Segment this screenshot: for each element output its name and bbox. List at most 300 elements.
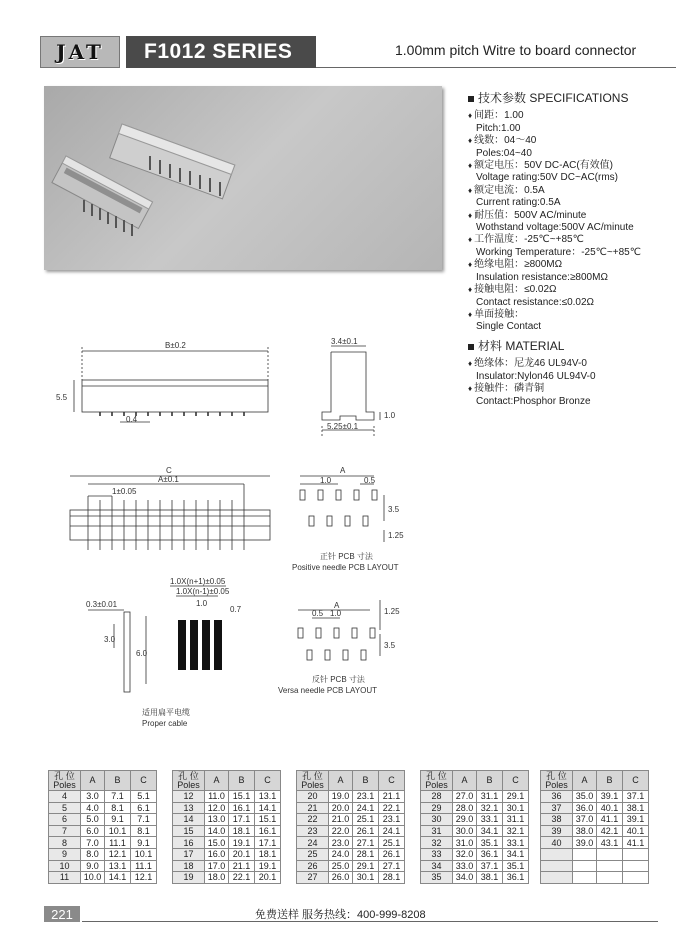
value-cell: 5.0 bbox=[81, 814, 105, 826]
cable-dim-7: 6.0 bbox=[136, 649, 148, 658]
value-cell bbox=[573, 872, 597, 884]
value-cell: 15.1 bbox=[229, 791, 255, 803]
value-cell: 30.1 bbox=[503, 802, 529, 814]
spec-item: ♦ 间距：1.00 bbox=[468, 110, 524, 122]
table-row bbox=[297, 802, 405, 814]
cable-dim-3: 1.0 bbox=[196, 599, 208, 608]
diamond-bullet-icon: ♦ bbox=[468, 235, 473, 245]
value-cell: 19.0 bbox=[329, 791, 353, 803]
series-title: F1012 SERIES bbox=[144, 40, 293, 63]
value-cell: 10.1 bbox=[105, 825, 131, 837]
pcb-rev-1-label: 1.0 bbox=[330, 609, 342, 618]
dim-pitch-label: 1±0.05 bbox=[112, 487, 137, 496]
value-cell: 23.1 bbox=[353, 791, 379, 803]
poles-cell: 13 bbox=[173, 802, 205, 814]
value-cell bbox=[597, 872, 623, 884]
value-cell: 26.1 bbox=[353, 825, 379, 837]
material-item-en: Insulator:Nylon46 UL94V-0 bbox=[476, 370, 596, 382]
value-cell: 36.1 bbox=[503, 872, 529, 884]
value-cell: 13.1 bbox=[255, 791, 281, 803]
poles-cell: 6 bbox=[49, 814, 81, 826]
value-cell: 21.0 bbox=[329, 814, 353, 826]
value-cell: 6.1 bbox=[131, 802, 157, 814]
cable-dim-4: 0.7 bbox=[230, 605, 242, 614]
diamond-bullet-icon: ♦ bbox=[468, 359, 473, 369]
poles-header-en: Poles bbox=[177, 779, 200, 790]
pcb-rev-caption-cn: 反针 PCB 寸法 bbox=[312, 675, 365, 684]
positive-pcb-layout bbox=[300, 476, 384, 542]
spec-item-en: Single Contact bbox=[476, 321, 542, 333]
table-row bbox=[173, 825, 281, 837]
table-row bbox=[297, 814, 405, 826]
value-cell: 35.1 bbox=[503, 860, 529, 872]
value-cell: 11.1 bbox=[105, 837, 131, 849]
column-header-a: A bbox=[205, 771, 229, 791]
poles-header-en: Poles bbox=[301, 779, 324, 790]
column-header-a: A bbox=[453, 771, 477, 791]
table-row bbox=[49, 791, 157, 803]
product-subtitle: 1.00mm pitch Witre to board connector bbox=[395, 42, 637, 58]
value-cell: 8.1 bbox=[105, 802, 131, 814]
value-cell: 15.1 bbox=[255, 814, 281, 826]
specifications-heading: 技术参数 SPECIFICATIONS bbox=[468, 92, 688, 104]
value-cell: 23.0 bbox=[329, 837, 353, 849]
poles-cell: 37 bbox=[541, 802, 573, 814]
diamond-bullet-icon: ♦ bbox=[468, 309, 473, 319]
column-header-b: B bbox=[229, 771, 255, 791]
table-row bbox=[173, 872, 281, 884]
footer-hotline: 免费送样 服务热线：400-999-8208 bbox=[255, 909, 426, 921]
poles-header bbox=[541, 771, 573, 791]
poles-header-en: Poles bbox=[425, 779, 448, 790]
poles-header bbox=[421, 771, 453, 791]
poles-cell: 24 bbox=[297, 837, 329, 849]
poles-cell: 4 bbox=[49, 791, 81, 803]
cable-caption-cn: 适用扁平电缆 bbox=[142, 708, 190, 717]
pcb-pos-35-label: 3.5 bbox=[388, 505, 400, 514]
spec-item-en: Voltage rating:50V DC~AC(rms) bbox=[476, 172, 619, 184]
value-cell: 8.1 bbox=[131, 825, 157, 837]
value-cell: 36.0 bbox=[573, 802, 597, 814]
value-cell: 31.1 bbox=[503, 814, 529, 826]
value-cell: 11.0 bbox=[205, 791, 229, 803]
page-number: 221 bbox=[44, 906, 80, 922]
column-header-b: B bbox=[477, 771, 503, 791]
pcb-pos-caption-en: Positive needle PCB LAYOUT bbox=[292, 563, 399, 572]
value-cell: 13.1 bbox=[105, 860, 131, 872]
specifications-panel bbox=[468, 92, 688, 334]
value-cell: 19.1 bbox=[255, 860, 281, 872]
poles-table bbox=[540, 770, 649, 884]
pcb-pos-125-label: 1.25 bbox=[388, 531, 404, 540]
table-row bbox=[421, 802, 529, 814]
value-cell: 39.0 bbox=[573, 837, 597, 849]
value-cell: 28.1 bbox=[379, 872, 405, 884]
poles-cell: 19 bbox=[173, 872, 205, 884]
value-cell: 3.0 bbox=[81, 791, 105, 803]
poles-cell: 8 bbox=[49, 837, 81, 849]
value-cell: 18.1 bbox=[255, 848, 281, 860]
poles-cell: 38 bbox=[541, 814, 573, 826]
spec-item-en: Pitch:1.00 bbox=[476, 122, 521, 134]
pcb-rev-caption-en: Versa needle PCB LAYOUT bbox=[278, 686, 378, 695]
value-cell: 37.0 bbox=[573, 814, 597, 826]
material-item-en: Contact:Phosphor Bronze bbox=[476, 395, 591, 407]
column-header-c: C bbox=[379, 771, 405, 791]
value-cell: 41.1 bbox=[597, 814, 623, 826]
value-cell: 29.0 bbox=[453, 814, 477, 826]
value-cell: 7.1 bbox=[105, 791, 131, 803]
material-heading: 材料 MATERIAL bbox=[468, 340, 688, 352]
poles-cell: 26 bbox=[297, 860, 329, 872]
value-cell: 7.1 bbox=[131, 814, 157, 826]
table-row bbox=[173, 802, 281, 814]
table-row bbox=[49, 825, 157, 837]
value-cell: 25.1 bbox=[353, 814, 379, 826]
value-cell: 23.1 bbox=[379, 814, 405, 826]
poles-cell: 29 bbox=[421, 802, 453, 814]
table-header-row bbox=[421, 771, 529, 791]
pcb-pos-caption-cn: 正针 PCB 寸法 bbox=[320, 552, 373, 561]
poles-cell: 33 bbox=[421, 848, 453, 860]
series-banner bbox=[126, 36, 316, 68]
diamond-bullet-icon: ♦ bbox=[468, 111, 473, 121]
value-cell: 34.0 bbox=[453, 872, 477, 884]
spec-item-en: Contact resistance:≤0.02Ω bbox=[476, 296, 595, 308]
value-cell: 25.1 bbox=[379, 837, 405, 849]
table-row bbox=[49, 837, 157, 849]
poles-cell: 9 bbox=[49, 848, 81, 860]
dim-a-label: A±0.1 bbox=[158, 475, 179, 484]
column-header-a: A bbox=[329, 771, 353, 791]
diamond-bullet-icon: ♦ bbox=[468, 210, 473, 220]
value-cell: 14.1 bbox=[105, 872, 131, 884]
value-cell: 10.0 bbox=[81, 872, 105, 884]
value-cell: 21.1 bbox=[229, 860, 255, 872]
value-cell bbox=[623, 872, 649, 884]
poles-cell: 28 bbox=[421, 791, 453, 803]
value-cell: 9.1 bbox=[105, 814, 131, 826]
dim-side-height-label: 1.0 bbox=[384, 411, 396, 420]
poles-cell: 20 bbox=[297, 791, 329, 803]
poles-cell: 18 bbox=[173, 860, 205, 872]
dim-side-bottom-label: 5.25±0.1 bbox=[327, 422, 359, 431]
value-cell bbox=[623, 848, 649, 860]
poles-cell: 11 bbox=[49, 872, 81, 884]
header-rule bbox=[316, 67, 676, 68]
value-cell: 40.1 bbox=[623, 825, 649, 837]
value-cell: 38.0 bbox=[573, 825, 597, 837]
table-row bbox=[49, 872, 157, 884]
value-cell: 17.1 bbox=[229, 814, 255, 826]
table-row bbox=[541, 814, 649, 826]
diamond-bullet-icon: ♦ bbox=[468, 384, 473, 394]
value-cell: 8.0 bbox=[81, 848, 105, 860]
diamond-bullet-icon: ♦ bbox=[468, 185, 473, 195]
spec-item: ♦ 额定电压：50V DC-AC(有效值) bbox=[468, 160, 613, 172]
value-cell: 36.1 bbox=[477, 848, 503, 860]
pcb-rev-35-label: 3.5 bbox=[384, 641, 396, 650]
poles-table bbox=[420, 770, 529, 884]
value-cell: 16.1 bbox=[229, 802, 255, 814]
diamond-bullet-icon: ♦ bbox=[468, 136, 473, 146]
dim-pin-label: 0.4 bbox=[126, 415, 138, 424]
poles-header-cn: 孔 位 bbox=[426, 770, 447, 781]
value-cell: 28.1 bbox=[353, 848, 379, 860]
poles-cell: 31 bbox=[421, 825, 453, 837]
value-cell: 38.1 bbox=[477, 872, 503, 884]
cable-dim-1: 1.0X(n+1)±0.05 bbox=[170, 577, 226, 586]
value-cell: 30.0 bbox=[453, 825, 477, 837]
value-cell: 32.0 bbox=[453, 848, 477, 860]
column-header-c: C bbox=[131, 771, 157, 791]
value-cell: 26.1 bbox=[379, 848, 405, 860]
value-cell: 16.0 bbox=[205, 848, 229, 860]
material-panel bbox=[468, 340, 688, 408]
poles-table bbox=[172, 770, 281, 884]
poles-cell: 40 bbox=[541, 837, 573, 849]
poles-cell: 27 bbox=[297, 872, 329, 884]
table-row bbox=[541, 848, 649, 860]
value-cell: 21.1 bbox=[379, 791, 405, 803]
poles-header-en: Poles bbox=[545, 779, 568, 790]
value-cell bbox=[623, 860, 649, 872]
poles-cell: 25 bbox=[297, 848, 329, 860]
square-bullet-icon bbox=[468, 344, 474, 350]
value-cell: 16.1 bbox=[255, 825, 281, 837]
poles-cell: 23 bbox=[297, 825, 329, 837]
dim-side-width-label: 3.4±0.1 bbox=[331, 337, 358, 346]
column-header-a: A bbox=[81, 771, 105, 791]
spec-item-en: Working Temperature：-25℃~+85℃ bbox=[476, 246, 641, 258]
value-cell: 34.1 bbox=[503, 848, 529, 860]
pcb-rev-125-label: 1.25 bbox=[384, 607, 400, 616]
spec-item: ♦ 工作温度：-25℃~+85℃ bbox=[468, 234, 584, 246]
cable-dim-5: 0.3±0.01 bbox=[86, 600, 118, 609]
product-photo bbox=[44, 86, 442, 270]
column-header-c: C bbox=[255, 771, 281, 791]
value-cell: 7.0 bbox=[81, 837, 105, 849]
value-cell: 31.1 bbox=[477, 791, 503, 803]
spec-item-en: Insulation resistance:≥800MΩ bbox=[476, 271, 608, 283]
value-cell: 27.0 bbox=[453, 791, 477, 803]
value-cell: 39.1 bbox=[623, 814, 649, 826]
spec-item: ♦ 单面接触： bbox=[468, 308, 525, 320]
value-cell: 18.0 bbox=[205, 872, 229, 884]
column-header-c: C bbox=[503, 771, 529, 791]
spec-item-en: Poles:04~40 bbox=[476, 147, 532, 159]
poles-cell: 35 bbox=[421, 872, 453, 884]
value-cell: 20.1 bbox=[229, 848, 255, 860]
poles-cell: 12 bbox=[173, 791, 205, 803]
poles-header-cn: 孔 位 bbox=[54, 770, 75, 781]
table-row bbox=[421, 872, 529, 884]
value-cell: 10.1 bbox=[131, 848, 157, 860]
value-cell: 24.1 bbox=[379, 825, 405, 837]
value-cell: 22.1 bbox=[379, 802, 405, 814]
value-cell: 38.1 bbox=[623, 802, 649, 814]
poles-header-cn: 孔 位 bbox=[302, 770, 323, 781]
table-header-row bbox=[49, 771, 157, 791]
table-row bbox=[49, 848, 157, 860]
table-row bbox=[297, 825, 405, 837]
value-cell: 18.1 bbox=[229, 825, 255, 837]
diamond-bullet-icon: ♦ bbox=[468, 285, 473, 295]
technical-drawings bbox=[0, 330, 460, 728]
table-row bbox=[297, 860, 405, 872]
value-cell: 9.0 bbox=[81, 860, 105, 872]
table-row bbox=[541, 872, 649, 884]
logo-text: JAT bbox=[56, 40, 104, 64]
cable-conductors bbox=[178, 620, 222, 670]
poles-table bbox=[48, 770, 157, 884]
value-cell: 33.0 bbox=[453, 860, 477, 872]
cable-dim-2: 1.0X(n-1)±0.05 bbox=[176, 587, 230, 596]
brand-logo bbox=[40, 36, 120, 68]
spec-item: ♦ 耐压值：500V AC/minute bbox=[468, 209, 587, 221]
table-header-row bbox=[541, 771, 649, 791]
value-cell: 11.1 bbox=[131, 860, 157, 872]
value-cell: 14.1 bbox=[255, 802, 281, 814]
value-cell: 9.1 bbox=[131, 837, 157, 849]
dim-b-label: B±0.2 bbox=[165, 341, 186, 350]
table-row bbox=[49, 860, 157, 872]
poles-header bbox=[173, 771, 205, 791]
value-cell: 25.0 bbox=[329, 860, 353, 872]
value-cell: 30.1 bbox=[353, 872, 379, 884]
table-row bbox=[49, 802, 157, 814]
value-cell: 4.0 bbox=[81, 802, 105, 814]
poles-cell: 14 bbox=[173, 814, 205, 826]
value-cell: 24.1 bbox=[353, 802, 379, 814]
value-cell: 14.0 bbox=[205, 825, 229, 837]
poles-cell: 17 bbox=[173, 848, 205, 860]
material-item: ♦ 绝缘体：尼龙46 UL94V-0 bbox=[468, 358, 587, 370]
value-cell: 43.1 bbox=[597, 837, 623, 849]
poles-cell: 32 bbox=[421, 837, 453, 849]
poles-header-cn: 孔 位 bbox=[178, 770, 199, 781]
column-header-b: B bbox=[353, 771, 379, 791]
cable-caption-en: Proper cable bbox=[142, 719, 188, 728]
value-cell: 12.1 bbox=[105, 848, 131, 860]
value-cell: 28.0 bbox=[453, 802, 477, 814]
dim-c-label: C bbox=[166, 466, 172, 475]
column-header-a: A bbox=[573, 771, 597, 791]
value-cell: 33.1 bbox=[477, 814, 503, 826]
spec-item-en: Current rating:0.5A bbox=[476, 197, 561, 209]
value-cell: 22.1 bbox=[229, 872, 255, 884]
pcb-rev-a-label: A bbox=[334, 601, 340, 610]
value-cell: 35.0 bbox=[573, 791, 597, 803]
value-cell bbox=[573, 860, 597, 872]
table-row bbox=[297, 848, 405, 860]
poles-table bbox=[296, 770, 405, 884]
table-row bbox=[421, 860, 529, 872]
connector-photo-illustration bbox=[44, 86, 442, 270]
poles-cell: 10 bbox=[49, 860, 81, 872]
table-row bbox=[421, 814, 529, 826]
value-cell bbox=[597, 860, 623, 872]
table-row bbox=[541, 802, 649, 814]
pcb-pos-a-label: A bbox=[340, 466, 346, 475]
table-row bbox=[541, 825, 649, 837]
value-cell: 42.1 bbox=[597, 825, 623, 837]
poles-cell: 22 bbox=[297, 814, 329, 826]
value-cell: 17.0 bbox=[205, 860, 229, 872]
column-header-c: C bbox=[623, 771, 649, 791]
value-cell: 39.1 bbox=[597, 791, 623, 803]
pcb-pos-05-label: 0.5 bbox=[364, 476, 376, 485]
value-cell: 37.1 bbox=[477, 860, 503, 872]
value-cell: 22.0 bbox=[329, 825, 353, 837]
spec-item: ♦ 线数：04～40 bbox=[468, 135, 537, 147]
poles-cell: 39 bbox=[541, 825, 573, 837]
table-row bbox=[173, 791, 281, 803]
cable-dim-6: 3.0 bbox=[104, 635, 116, 644]
value-cell: 29.1 bbox=[353, 860, 379, 872]
table-row bbox=[49, 814, 157, 826]
table-row bbox=[173, 860, 281, 872]
value-cell: 13.0 bbox=[205, 814, 229, 826]
value-cell: 35.1 bbox=[477, 837, 503, 849]
table-row bbox=[421, 837, 529, 849]
value-cell: 24.0 bbox=[329, 848, 353, 860]
table-row bbox=[541, 791, 649, 803]
poles-header bbox=[297, 771, 329, 791]
value-cell: 20.1 bbox=[255, 872, 281, 884]
diamond-bullet-icon: ♦ bbox=[468, 260, 473, 270]
table-row bbox=[421, 791, 529, 803]
table-header-row bbox=[297, 771, 405, 791]
diamond-bullet-icon: ♦ bbox=[468, 161, 473, 171]
value-cell: 27.1 bbox=[379, 860, 405, 872]
column-header-b: B bbox=[105, 771, 131, 791]
table-row bbox=[173, 848, 281, 860]
value-cell: 5.1 bbox=[131, 791, 157, 803]
value-cell: 37.1 bbox=[623, 791, 649, 803]
table-row bbox=[297, 872, 405, 884]
poles-cell: 16 bbox=[173, 837, 205, 849]
pcb-pos-1-label: 1.0 bbox=[320, 476, 332, 485]
table-row bbox=[421, 848, 529, 860]
poles-cell: 15 bbox=[173, 825, 205, 837]
value-cell: 31.0 bbox=[453, 837, 477, 849]
poles-cell: 7 bbox=[49, 825, 81, 837]
table-row bbox=[541, 860, 649, 872]
top-view-drawing bbox=[70, 476, 270, 550]
table-header-row bbox=[173, 771, 281, 791]
material-item: ♦ 接触件：磷青铜 bbox=[468, 383, 545, 395]
poles-header-en: Poles bbox=[53, 779, 76, 790]
poles-header bbox=[49, 771, 81, 791]
value-cell: 12.0 bbox=[205, 802, 229, 814]
spec-item-en: Wothstand voltage:500V AC/minute bbox=[476, 222, 634, 234]
poles-cell: 36 bbox=[541, 791, 573, 803]
value-cell: 15.0 bbox=[205, 837, 229, 849]
table-row bbox=[173, 837, 281, 849]
table-row bbox=[541, 837, 649, 849]
poles-cell: 30 bbox=[421, 814, 453, 826]
value-cell: 34.1 bbox=[477, 825, 503, 837]
value-cell: 17.1 bbox=[255, 837, 281, 849]
poles-cell: 34 bbox=[421, 860, 453, 872]
column-header-b: B bbox=[597, 771, 623, 791]
pcb-rev-05-label: 0.5 bbox=[312, 609, 324, 618]
front-view-drawing bbox=[74, 347, 268, 422]
table-row bbox=[297, 837, 405, 849]
poles-cell bbox=[541, 872, 573, 884]
value-cell: 27.1 bbox=[353, 837, 379, 849]
